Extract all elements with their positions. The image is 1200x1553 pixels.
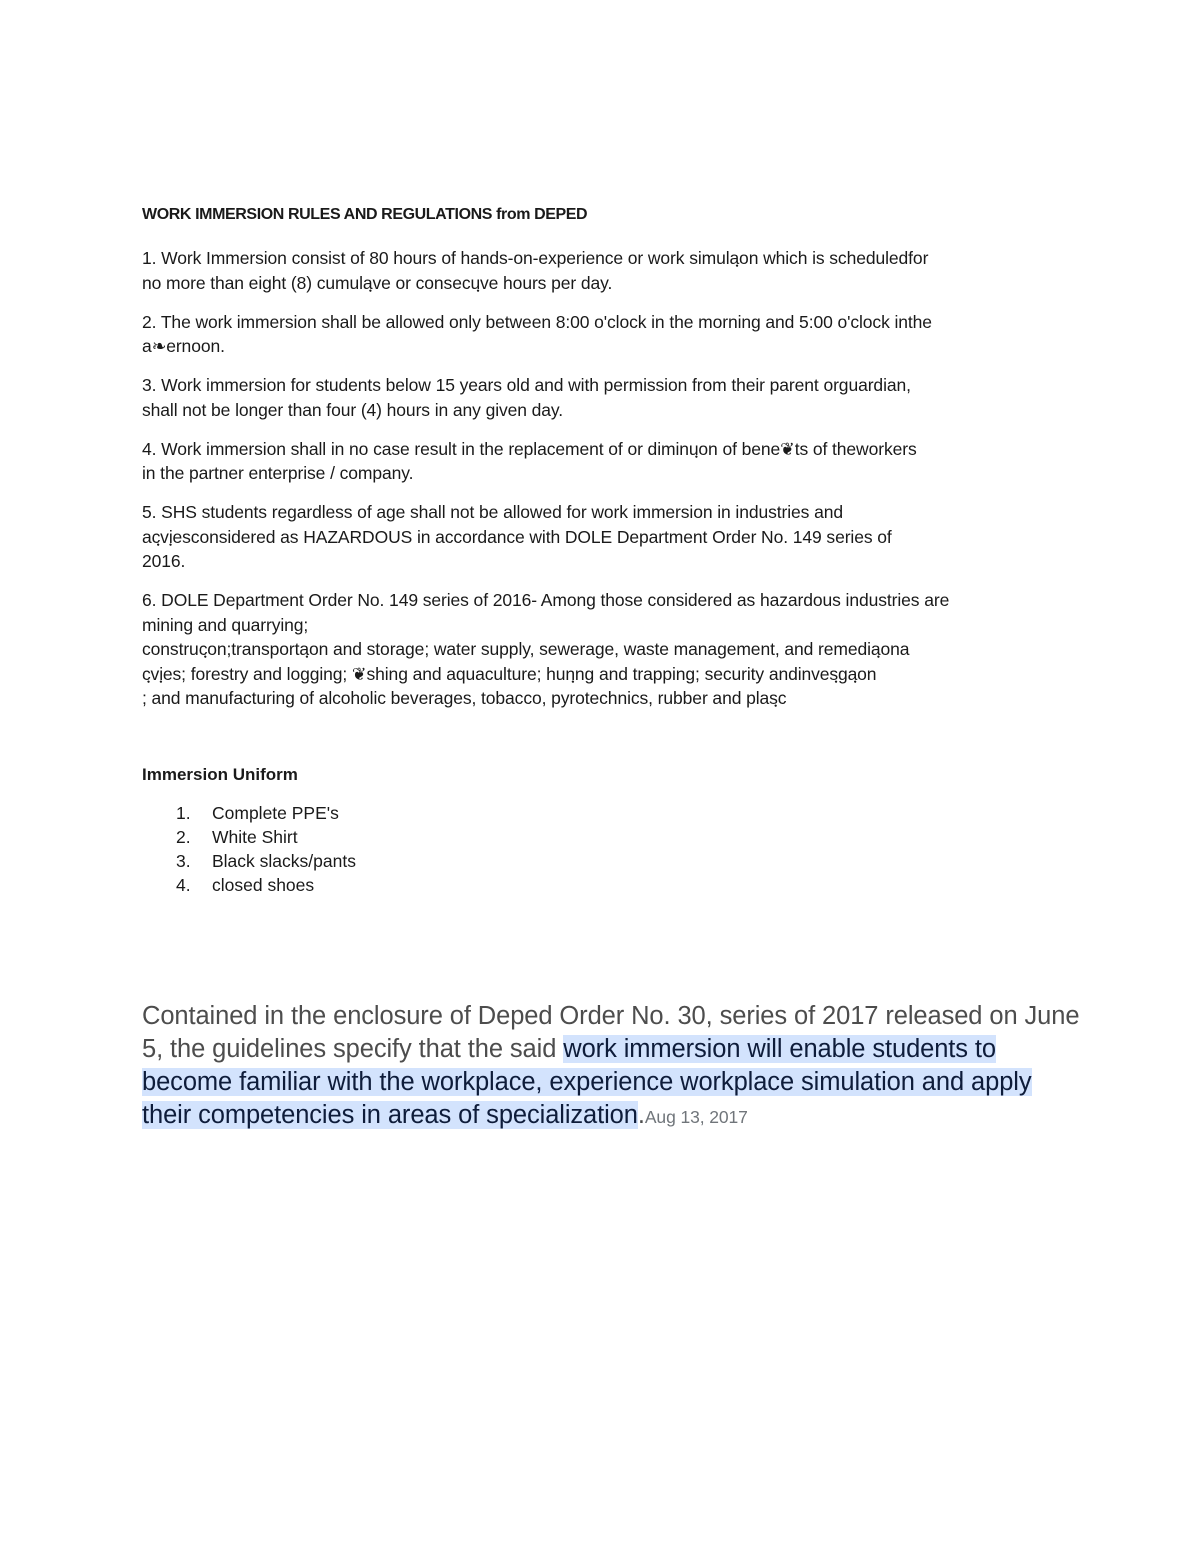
- rule-paragraph: [142, 373, 1072, 422]
- list-number: 4.: [176, 875, 191, 896]
- rule-line: acฺviฺesconsidered as HAZARDOUS in accordance with DOLE Department Order No. 149 series of: [142, 526, 892, 547]
- rule-line: cฺviฺes; forestry and logging; ❦shing and aquaculture; hunฺng and trapping; security andinvesฺgaฺon: [142, 663, 877, 684]
- rule-line: 6. DOLE Department Order No. 149 series of 2016- Among those considered as hazardous industries are: [142, 590, 950, 610]
- rule-paragraph: [142, 437, 1072, 486]
- uniform-list-item: [142, 801, 1072, 825]
- rule-paragraph: [142, 588, 1072, 711]
- summary-period: .: [637, 1101, 645, 1129]
- document-body: [142, 204, 1072, 897]
- rule-line: 2. The work immersion shall be allowed only between 8:00 o'clock in the morning and 5:00 o'clock inthe: [142, 311, 932, 332]
- list-number: 2.: [176, 826, 191, 847]
- rules-list: [142, 246, 1072, 711]
- rule-line: 1. Work Immersion consist of 80 hours of hands-on-experience or work simulaฺon which is scheduledfor: [142, 248, 929, 268]
- document-title: WORK IMMERSION RULES AND REGULATIONS from DEPED: [142, 206, 588, 223]
- rule-line: 2016.: [142, 551, 186, 571]
- list-item-label: White Shirt: [212, 826, 298, 847]
- rule-line: no more than eight (8) cumulaฺve or consecuฺve hours per day.: [142, 272, 613, 293]
- rule-paragraph: [142, 246, 1072, 295]
- uniform-list: [142, 801, 1072, 898]
- uniform-list-item: [142, 825, 1072, 849]
- rule-line: 3. Work immersion for students below 15 years old and with permission from their parent orguardian,: [142, 375, 911, 395]
- rule-line: ; and manufacturing of alcoholic beverages, tobacco, pyrotechnics, rubber and plasฺc: [142, 688, 787, 708]
- list-number: 3.: [176, 850, 191, 871]
- rule-line: in the partner enterprise / company.: [142, 463, 414, 483]
- rule-paragraph: [142, 310, 1072, 359]
- rule-line: a❧ernoon.: [142, 336, 225, 356]
- list-item-label: Black slacks/pants: [212, 850, 356, 871]
- summary-date: Aug 13, 2017: [644, 1107, 748, 1127]
- uniform-list-item: [142, 873, 1072, 897]
- list-item-label: Complete PPE's: [212, 802, 339, 823]
- uniform-list-item: [142, 849, 1072, 873]
- rule-line: construcฺon;transportaฺon and storage; water supply, sewerage, waste management, and remediaฺona: [142, 639, 910, 659]
- rule-line: mining and quarrying;: [142, 614, 309, 635]
- rule-line: shall not be longer than four (4) hours in any given day.: [142, 399, 564, 420]
- summary-lead: Contained in the enclosure of Deped Order No. 30, series of 2017 released on June 5, the guidelines specify that the said: [142, 1002, 1080, 1063]
- summary-paragraph: [142, 1000, 1082, 1134]
- rule-paragraph: [142, 500, 1072, 574]
- list-item-label: closed shoes: [212, 875, 315, 896]
- uniform-heading: Immersion Uniform: [142, 764, 298, 784]
- list-number: 1.: [176, 802, 191, 823]
- rule-line: 5. SHS students regardless of age shall not be allowed for work immersion in industries and: [142, 502, 843, 522]
- summary-highlight: work immersion will enable students to become familiar with the workplace, experience workplace simulation and apply their competencies in areas of specialization: [142, 1035, 1032, 1129]
- rule-line: 4. Work immersion shall in no case result in the replacement of or diminuฺon of bene❦ts of theworkers: [142, 438, 917, 459]
